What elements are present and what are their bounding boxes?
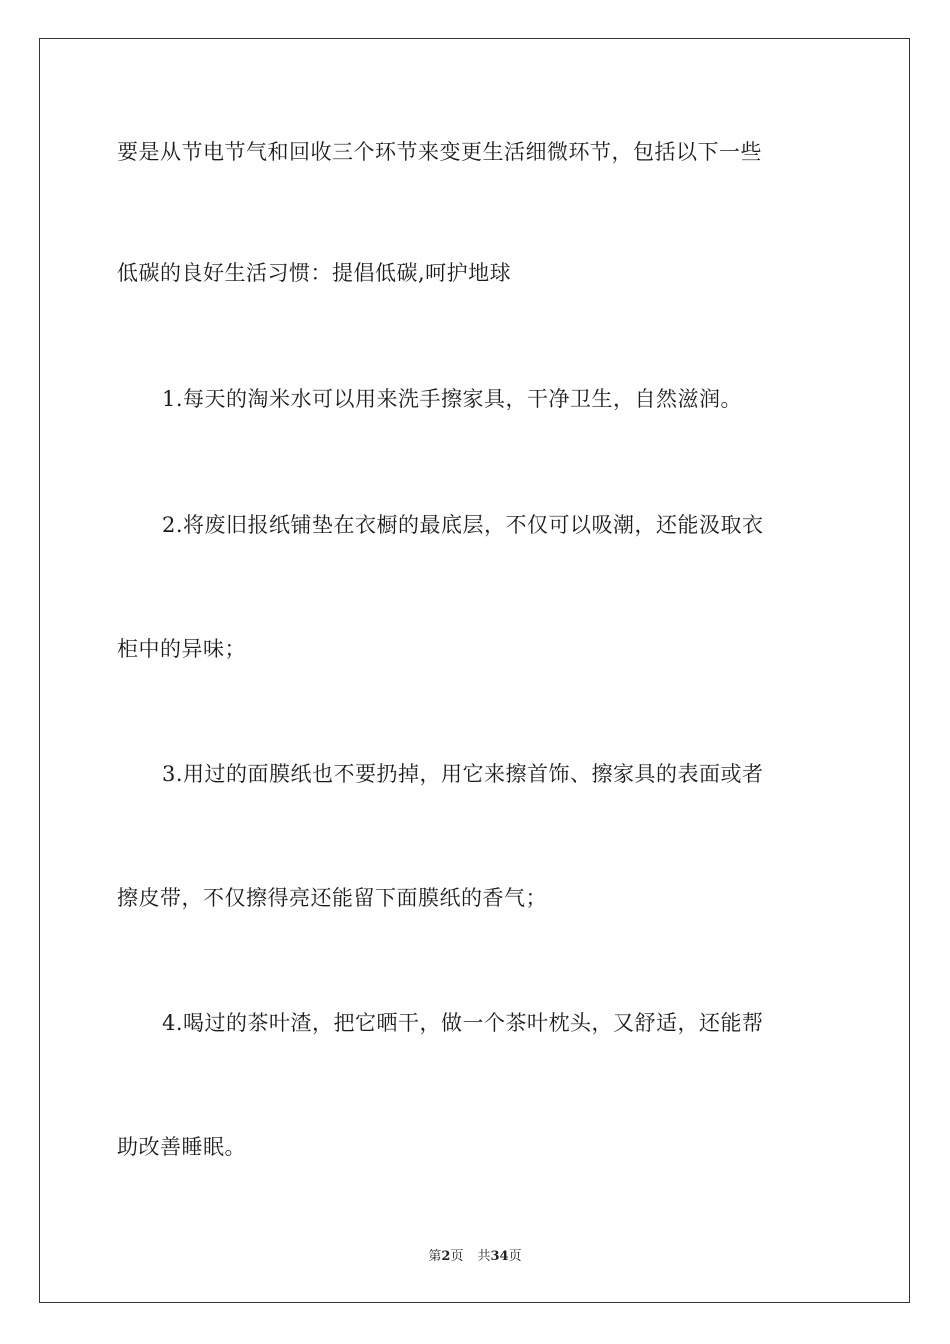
list-item-2: 2.将废旧报纸铺垫在衣橱的最底层，不仅可以吸潮，还能汲取衣 — [162, 513, 764, 537]
body-text-line: 要是从节电节气和回收三个环节来变更生活细微环节，包括以下一些 — [117, 140, 762, 164]
page-border — [39, 38, 910, 1303]
body-text-line: 助改善睡眠。 — [117, 1135, 246, 1159]
total-pages: 34 — [490, 1249, 509, 1264]
page-suffix: 页 — [450, 1249, 464, 1264]
list-item-4: 4.喝过的茶叶渣，把它晒干，做一个茶叶枕头，又舒适，还能帮 — [162, 1011, 764, 1035]
page-prefix: 第 — [428, 1249, 442, 1264]
body-text-line: 擦皮带，不仅擦得亮还能留下面膜纸的香气； — [117, 886, 547, 910]
list-item-3: 3.用过的面膜纸也不要扔掉，用它来擦首饰、擦家具的表面或者 — [162, 762, 764, 786]
total-suffix: 页 — [508, 1249, 522, 1264]
page-footer — [0, 1248, 950, 1266]
list-item-1: 1.每天的淘米水可以用来洗手擦家具，干净卫生，自然滋润。 — [162, 387, 743, 411]
body-text-line: 低碳的良好生活习惯：提倡低碳,呵护地球 — [117, 261, 512, 285]
body-text-line: 柜中的异味； — [117, 637, 246, 661]
page-number: 2 — [441, 1249, 451, 1264]
total-prefix: 共 — [477, 1249, 491, 1264]
